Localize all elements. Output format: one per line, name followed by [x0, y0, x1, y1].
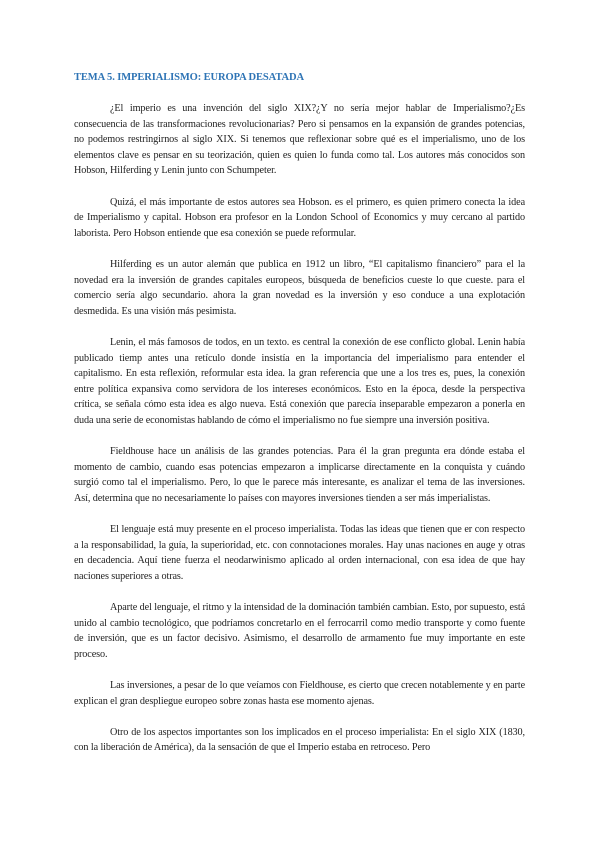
document-title: TEMA 5. IMPERIALISMO: EUROPA DESATADA — [74, 72, 304, 83]
paragraph-4: Lenin, el más famosos de todos, en un texto. es central la conexión de ese conflicto global. Lenin había publicado tiemp antes una retículo donde insistía en la importancia del imperialismo para entender el capitalismo. En esta reflexión, reformular esta idea. la gran referencia que une a los tres es, pues, la conexión entre política expansiva como servidora de los intereses económicos. Esto en la época, desde la perspectiva crítica, se señala cómo esta idea es algo nueva. Está conexión que parecía inseparable empezaron a ponerla en duda una serie de economistas hablando de cómo el imperialismo no fue siempre una inversión positiva. — [74, 336, 525, 426]
paragraph-6: El lenguaje está muy presente en el proceso imperialista. Todas las ideas que tienen que er con respecto a la responsabilidad, la guía, la superioridad, etc. con connotaciones morales. Hay unas naciones en auge y otras en decadencia. Aquí tiene fuerza el neodarwinismo aplicado al orden internacional, con esa idea de que hay naciones superiores a otras. — [74, 524, 525, 582]
paragraph-9: Otro de los aspectos importantes son los implicados en el proceso imperialista: En el siglo XIX (1830, con la liberación de América), da la sensación de que el Imperio estaba en retroceso. Pero — [74, 726, 525, 754]
paragraph-7: Aparte del lenguaje, el ritmo y la intensidad de la dominación también cambian. Esto, por supuesto, está unido al cambio tecnológico, que podríamos concretarlo en el ferrocarril como medio transporte y como fuente de inversión, que es un factor decisivo. Asimismo, el desarrollo de armamento fue muy importante en este proceso. — [74, 602, 525, 660]
paragraph-8: Las inversiones, a pesar de lo que veíamos con Fieldhouse, es cierto que crecen notablemente y en parte explican el gran despliegue europeo sobre zonas hasta ese momento ajenas. — [74, 679, 525, 707]
paragraph-5: Fieldhouse hace un análisis de las grandes potencias. Para él la gran pregunta era dónde estaba el momento de cambio, cuando esas potencias empezaron a implicarse directamente en la conquista y cuándo surgió como tal el imperialismo. Pero, lo que le parece más interesante, es analizar el tema de las inversiones. Así, determina que no necesariamente lo países con mayores inversiones tienden a ser más imperialistas. — [74, 446, 525, 504]
document-body — [74, 101, 525, 772]
paragraph-2: Quizá, el más importante de estos autores sea Hobson. es el primero, es quien primero conecta la idea de Imperialismo y capital. Hobson era profesor en la London School of Economics y muy cercano al partido laborista. Pero Hobson entiende que esa conexión se puede reformular. — [74, 196, 525, 239]
paragraph-3: Hilferding es un autor alemán que publica en 1912 un libro, “El capitalismo financiero” para el la novedad era la inversión de grandes capitales europeos, búsqueda de beneficios cueste lo que cueste. para el comercio sería algo secundario. ahora la gran novedad es la inversión y eso conduce a una explotación desmedida. Es una visión más pesimista. — [74, 258, 525, 317]
paragraph-1: ¿El imperio es una invención del siglo XIX?¿Y no sería mejor hablar de Imperialismo?¿Es consecuencia de las transformaciones revolucionarias? Pero si pensamos en la expansión de grandes potencias, no podemos restringirnos al siglo XIX. Si tenemos que reflexionar sobre qué es el imperialismo, uno de los elementos clave es pensar en su teorización, quien es quien lo funda como tal. Los autores más conocidos son Hobson, Hilferding y Lenin junto con Schumpeter. — [74, 103, 525, 177]
